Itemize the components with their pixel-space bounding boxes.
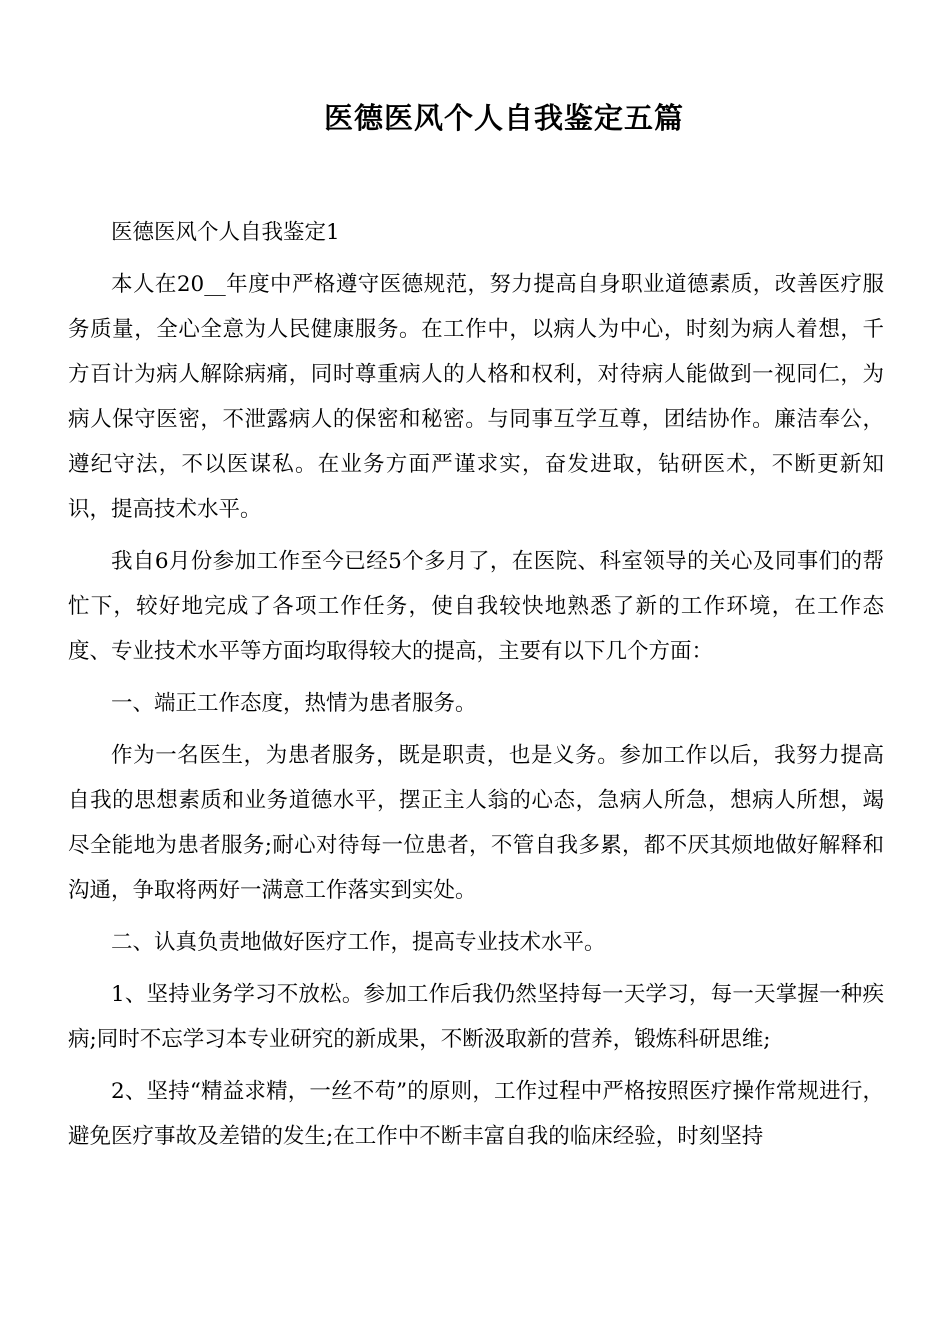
subheading: 二、认真负责地做好医疗工作，提高专业技术水平。 [111,930,606,955]
paragraph: 本人在20__年度中严格遵守医德规范，努力提高自身职业道德素质，改善医疗服务质量，全心全意为人民健康服务。在工作中，以病人为中心，时刻为病人着想，千方百计为病人解除病痛，同时尊重病人的人格和权利，对待病人能做到一视同仁，为病人保守医密，不泄露病人的保密和秘密。与同事互学互尊，团结协作。廉洁奉公，遵纪守法，不以医谋私。在业务方面严谨求实，奋发进取，钻研医术，不断更新知识，提高技术水平。 [68,272,884,522]
paragraph: 2、坚持“精益求精，一丝不苟”的原则，工作过程中严格按照医疗操作常规进行，避免医疗事故及差错的发生;在工作中不断丰富自我的临床经验，时刻坚持 [68,1079,884,1149]
paragraph: 1、坚持业务学习不放松。参加工作后我仍然坚持每一天学习，每一天掌握一种疾病;同时不忘学习本专业研究的新成果，不断汲取新的营养，锻炼科研思维; [68,982,884,1052]
section-heading: 医德医风个人自我鉴定1 [111,220,340,245]
subheading: 一、端正工作态度，热情为患者服务。 [111,691,477,716]
document-title: 医德医风个人自我鉴定五篇 [323,101,684,135]
paragraph: 作为一名医生，为患者服务，既是职责，也是义务。参加工作以后，我努力提高自我的思想素质和业务道德水平，摆正主人翁的心态，急病人所急，想病人所想，竭尽全能地为患者服务;耐心对待每一位患者，不管自我多累，都不厌其烦地做好解释和沟通，争取将两好一满意工作落实到实处。 [68,743,884,903]
paragraph: 我自6月份参加工作至今已经5个多月了，在医院、科室领导的关心及同事们的帮忙下，较好地完成了各项工作任务，使自我较快地熟悉了新的工作环境，在工作态度、专业技术水平等方面均取得较大的提高，主要有以下几个方面： [68,549,884,664]
document-body [68,210,884,1166]
